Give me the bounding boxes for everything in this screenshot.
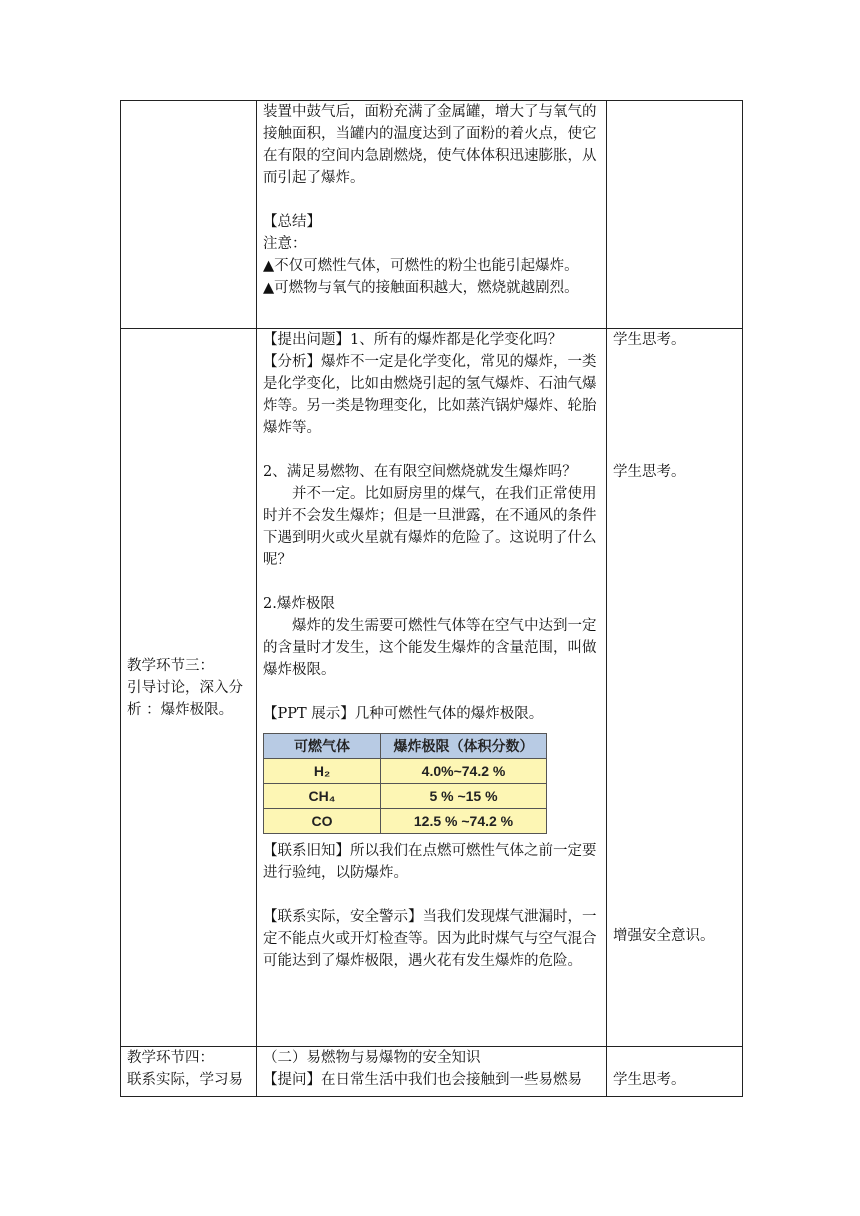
note-label: 注意：	[263, 236, 307, 252]
student-activity: 学生思考。	[613, 332, 686, 348]
student-activity: 学生思考。	[613, 464, 686, 480]
activity-cell	[607, 329, 743, 1047]
gas-row	[264, 759, 547, 784]
activity-cell	[607, 101, 743, 329]
safety-warning: 【联系实际，安全警示】当我们发现煤气泄漏时，一定不能点火或开灯检查等。因为此时煤气与空气混合可能达到了爆炸极限，遇火花有发生爆炸的危险。	[263, 909, 597, 969]
paragraph: 装置中鼓气后，面粉充满了金属罐，增大了与氧气的接触面积，当罐内的温度达到了面粉的着火点，使它在有限的空间内急剧燃烧，使气体体积迅速膨胀，从而引起了爆炸。	[263, 104, 597, 186]
section-heading: （二）易燃物与易爆物的安全知识	[263, 1050, 481, 1066]
content-cell	[257, 329, 607, 1047]
question: 2、满足易燃物、在有限空间燃烧就发生爆炸吗？	[263, 464, 577, 480]
stage-cell	[121, 1047, 257, 1097]
definition: 爆炸的发生需要可燃性气体等在空气中达到一定的含量时才发生，这个能发生爆炸的含量范围，叫做爆炸极限。	[263, 618, 597, 678]
section-heading: 2.爆炸极限	[263, 596, 335, 612]
header-cell: 爆炸极限（体积分数）	[381, 734, 547, 759]
table-row	[121, 1047, 743, 1097]
content-cell	[257, 101, 607, 329]
ppt-caption: 【PPT 展示】几种可燃性气体的爆炸极限。	[263, 706, 544, 722]
stage-description: 引导讨论，深入分析 ：爆炸极限。	[127, 679, 243, 718]
stage-label: 教学环节四：	[127, 1050, 214, 1066]
stage-cell	[121, 101, 257, 329]
summary-point: ▲可燃物与氧气的接触面积越大，燃烧就越剧烈。	[263, 280, 579, 296]
student-activity: 增强安全意识。	[613, 928, 715, 944]
link-prior-knowledge: 【联系旧知】所以我们在点燃可燃性气体之前一定要进行验纯，以防爆炸。	[263, 843, 597, 881]
lesson-plan-table	[120, 100, 743, 1097]
activity-cell	[607, 1047, 743, 1097]
gas-limit: 4.0%~74.2 %	[381, 759, 547, 784]
summary-heading: 【总结】	[263, 214, 321, 230]
gas-row	[264, 784, 547, 809]
explosion-limit-table	[263, 733, 547, 834]
gas-name: CO	[264, 809, 381, 834]
stage-label: 教学环节三：	[127, 657, 214, 674]
summary-point: ▲不仅可燃性气体，可燃性的粉尘也能引起爆炸。	[263, 258, 579, 274]
gas-name: CH₄	[264, 784, 381, 809]
table-row	[121, 101, 743, 329]
gas-row	[264, 809, 547, 834]
gas-table-header	[264, 734, 547, 759]
gas-limit: 5 % ~15 %	[381, 784, 547, 809]
stage-description: 联系实际，学习易	[127, 1072, 243, 1088]
header-cell: 可燃气体	[264, 734, 381, 759]
question: 【提出问题】1、所有的爆炸都是化学变化吗？	[263, 332, 563, 348]
analysis: 【分析】爆炸不一定是化学变化，常见的爆炸，一类是化学变化，比如由燃烧引起的氢气爆炸、石油气爆炸等。另一类是物理变化，比如蒸汽锅炉爆炸、轮胎爆炸等。	[263, 354, 597, 436]
table-row	[121, 329, 743, 1047]
content-cell	[257, 1047, 607, 1097]
student-activity: 学生思考。	[613, 1072, 686, 1088]
answer: 并不一定。比如厨房里的煤气，在我们正常使用时并不会发生爆炸；但是一旦泄露，在不通风的条件下遇到明火或火星就有爆炸的危险了。这说明了什么呢？	[263, 486, 597, 568]
stage-cell	[121, 329, 257, 1047]
gas-name: H₂	[264, 759, 381, 784]
question: 【提问】在日常生活中我们也会接触到一些易燃易	[263, 1072, 582, 1088]
gas-limit: 12.5 % ~74.2 %	[381, 809, 547, 834]
